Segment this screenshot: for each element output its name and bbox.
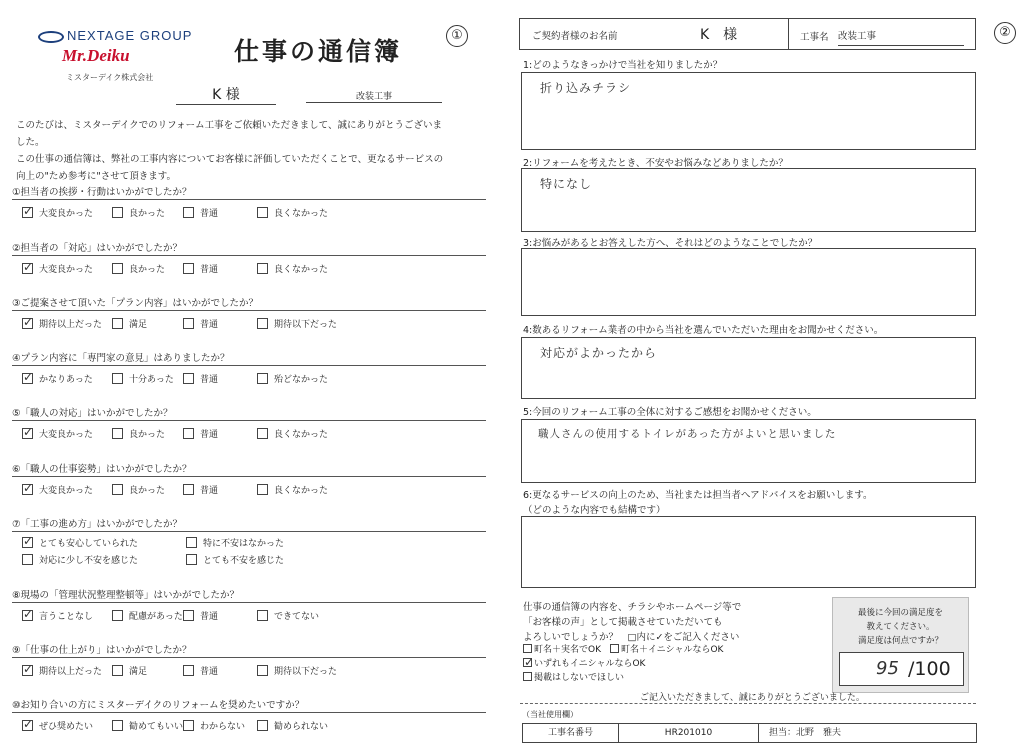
option-8-1[interactable] bbox=[22, 609, 93, 622]
option-label: 勧められない bbox=[274, 722, 329, 732]
option-label: 大変良かった bbox=[39, 430, 94, 440]
intro-line-3: 向上の"ため参考に"させて頂きます。 bbox=[16, 171, 176, 182]
option-7-3[interactable] bbox=[22, 553, 138, 566]
option-label: 期待以上だった bbox=[39, 667, 103, 677]
checkbox[interactable] bbox=[22, 207, 33, 218]
option-9-4[interactable] bbox=[257, 664, 337, 677]
intro-line-1: このたびは、ミスターデイクでのリフォーム工事をご依頼いただきまして、誠にありがとうございました。 bbox=[16, 120, 442, 148]
option-5-4[interactable] bbox=[257, 427, 328, 440]
checkbox[interactable] bbox=[183, 665, 194, 676]
option-label: 配慮があった bbox=[129, 612, 183, 622]
option-label: 良くなかった bbox=[274, 486, 329, 496]
page-title: 仕事の通信簿 bbox=[234, 37, 403, 66]
contract-header bbox=[519, 18, 976, 50]
question-9: ⑨「仕事の仕上がり」はいかがでしたか？ bbox=[12, 645, 192, 656]
free-question-3: 3:お悩みがあるとお答えした方へ、それはどのようなことでしたか？ bbox=[523, 238, 818, 249]
option-3-4[interactable] bbox=[257, 317, 337, 330]
option-5-1[interactable] bbox=[22, 427, 93, 440]
checkbox[interactable] bbox=[183, 428, 194, 439]
checkbox[interactable] bbox=[183, 263, 194, 274]
question-6: ⑥「職人の仕事姿勢」はいかがでしたか？ bbox=[12, 464, 192, 475]
answer-box-1[interactable] bbox=[521, 72, 976, 150]
satisfaction-box bbox=[832, 597, 969, 693]
checkbox[interactable] bbox=[257, 373, 268, 384]
option-label: 期待以下だった bbox=[274, 667, 338, 677]
checkbox[interactable] bbox=[22, 318, 33, 329]
publish-line-3: よろしいでしょうか？ □内に✓をご記入ください bbox=[523, 632, 740, 643]
option-label: 満足 bbox=[129, 320, 148, 330]
customer-name: K 様 bbox=[176, 84, 276, 105]
free-question-1: 1:どのようなきっかけで当社を知りましたか？ bbox=[523, 60, 723, 71]
checkbox[interactable] bbox=[22, 428, 33, 439]
question-underline bbox=[12, 712, 486, 713]
option-label: 普通 bbox=[200, 375, 219, 385]
option-5-3[interactable] bbox=[183, 427, 218, 440]
publish-option-2[interactable] bbox=[610, 642, 723, 655]
checkbox[interactable] bbox=[22, 373, 33, 384]
option-label: かなりあった bbox=[39, 375, 93, 385]
option-10-2[interactable] bbox=[112, 719, 183, 732]
project-name: 改装工事 bbox=[306, 89, 442, 103]
option-9-2[interactable] bbox=[112, 664, 147, 677]
option-label: 大変良かった bbox=[39, 486, 94, 496]
checkbox[interactable] bbox=[112, 428, 123, 439]
checkbox[interactable] bbox=[610, 644, 619, 653]
option-6-1[interactable] bbox=[22, 483, 93, 496]
free-question-4: 4:数あるリフォーム業者の中から当社を選んでいただいた理由をお聞かせください。 bbox=[523, 325, 884, 336]
publish-line-1: 仕事の通信簿の内容を、チラシやホームページ等で bbox=[523, 602, 742, 613]
score-field[interactable] bbox=[839, 652, 964, 686]
option-6-3[interactable] bbox=[183, 483, 218, 496]
checkbox[interactable] bbox=[257, 318, 268, 329]
option-label: 普通 bbox=[200, 430, 219, 440]
option-label: できてない bbox=[274, 612, 320, 622]
office-table bbox=[522, 723, 977, 743]
option-label: 十分あった bbox=[129, 375, 174, 385]
checkbox[interactable] bbox=[183, 484, 194, 495]
option-label: 対応に少し不安を感じた bbox=[39, 556, 139, 566]
option-4-4[interactable] bbox=[257, 372, 328, 385]
option-label: 良かった bbox=[129, 265, 166, 275]
answer-text: 対応がよかったから bbox=[540, 346, 658, 360]
checkbox[interactable] bbox=[22, 720, 33, 731]
option-label: 特に不安はなかった bbox=[203, 539, 285, 549]
option-label: 普通 bbox=[200, 320, 219, 330]
satisfaction-line-3: 満足度は何点ですか？ bbox=[857, 636, 943, 646]
question-underline bbox=[12, 657, 486, 658]
option-label: 勧めてもいい bbox=[129, 722, 184, 732]
question-7: ⑦「工事の進め方」はいかがでしたか？ bbox=[12, 519, 183, 530]
option-label: とても安心していられた bbox=[39, 539, 139, 549]
checkbox[interactable] bbox=[112, 720, 123, 731]
nextage-group-logo bbox=[38, 28, 192, 43]
checkbox[interactable] bbox=[257, 665, 268, 676]
publish-option-label: いずれもイニシャルならOK bbox=[534, 659, 646, 669]
score-max: /100 bbox=[908, 658, 951, 680]
checkbox[interactable] bbox=[22, 484, 33, 495]
checkbox[interactable] bbox=[257, 428, 268, 439]
option-7-1[interactable] bbox=[22, 536, 138, 549]
name-label: ご契約者様のお名前 bbox=[532, 31, 618, 42]
logo-group-text: NEXTAGE GROUP bbox=[67, 28, 193, 43]
option-label: 良かった bbox=[129, 486, 166, 496]
option-8-3[interactable] bbox=[183, 609, 218, 622]
checkbox[interactable] bbox=[183, 207, 194, 218]
option-1-3[interactable] bbox=[183, 206, 218, 219]
staff-name: 担当：北野 雅夫 bbox=[769, 728, 842, 738]
checkbox[interactable] bbox=[523, 644, 532, 653]
publish-option-label: 掲載はしないでほしい bbox=[534, 673, 625, 683]
satisfaction-line-2: 教えてください。 bbox=[866, 622, 935, 632]
option-4-2[interactable] bbox=[112, 372, 174, 385]
checkbox[interactable] bbox=[22, 537, 33, 548]
office-code-label: 工事名番号 bbox=[523, 724, 619, 742]
option-label: 期待以上だった bbox=[39, 320, 103, 330]
question-1: ①担当者の挨拶・行動はいかがでしたか？ bbox=[12, 187, 192, 198]
option-6-4[interactable] bbox=[257, 483, 328, 496]
option-2-3[interactable] bbox=[183, 262, 218, 275]
checkbox[interactable] bbox=[183, 610, 194, 621]
answer-box-4[interactable] bbox=[521, 337, 976, 399]
option-8-4[interactable] bbox=[257, 609, 319, 622]
option-10-1[interactable] bbox=[22, 719, 93, 732]
option-label: 満足 bbox=[129, 667, 148, 677]
checkbox[interactable] bbox=[112, 484, 123, 495]
option-7-2[interactable] bbox=[186, 536, 284, 549]
publish-option-3[interactable] bbox=[523, 656, 645, 669]
option-label: 良かった bbox=[129, 430, 166, 440]
answer-text: 折り込みチラシ bbox=[540, 81, 632, 95]
option-5-2[interactable] bbox=[112, 427, 165, 440]
publish-option-4[interactable] bbox=[523, 670, 624, 683]
option-10-3[interactable] bbox=[183, 719, 245, 732]
option-9-3[interactable] bbox=[183, 664, 218, 677]
question-underline bbox=[12, 255, 486, 256]
score-value: 95 bbox=[876, 658, 899, 679]
answer-text: 特になし bbox=[540, 177, 593, 191]
option-2-1[interactable] bbox=[22, 262, 93, 275]
publish-option-1[interactable] bbox=[523, 642, 601, 655]
header-divider bbox=[788, 19, 789, 49]
option-10-4[interactable] bbox=[257, 719, 328, 732]
option-label: 普通 bbox=[200, 209, 219, 219]
checkbox[interactable] bbox=[112, 207, 123, 218]
question-underline bbox=[12, 602, 486, 603]
checkbox[interactable] bbox=[183, 318, 194, 329]
thanks-text: ご記入いただきまして、誠にありがとうございました。 bbox=[640, 693, 865, 703]
checkbox[interactable] bbox=[112, 318, 123, 329]
question-underline bbox=[12, 531, 486, 532]
question-underline bbox=[12, 310, 486, 311]
option-1-4[interactable] bbox=[257, 206, 328, 219]
option-3-1[interactable] bbox=[22, 317, 102, 330]
checkbox[interactable] bbox=[183, 373, 194, 384]
option-label: わからない bbox=[200, 722, 246, 732]
question-underline bbox=[12, 365, 486, 366]
option-4-3[interactable] bbox=[183, 372, 218, 385]
checkbox[interactable] bbox=[183, 720, 194, 731]
option-2-2[interactable] bbox=[112, 262, 165, 275]
answer-box-3[interactable] bbox=[521, 248, 976, 316]
option-8-2[interactable] bbox=[112, 609, 183, 622]
option-1-1[interactable] bbox=[22, 206, 93, 219]
publish-option-label: 町名＋イニシャルならOK bbox=[621, 645, 724, 655]
checkbox[interactable] bbox=[112, 665, 123, 676]
question-underline bbox=[12, 199, 486, 200]
publish-option-label: 町名＋実名でOK bbox=[534, 645, 601, 655]
intro-text bbox=[16, 117, 446, 185]
checkbox[interactable] bbox=[22, 554, 33, 565]
free-question-6: 6:更なるサービスの向上のため、当社または担当者へアドバイスをお願いします。 bbox=[523, 490, 873, 501]
option-label: 普通 bbox=[200, 265, 219, 275]
answer-box-2[interactable] bbox=[521, 168, 976, 232]
option-3-3[interactable] bbox=[183, 317, 218, 330]
publish-text bbox=[523, 600, 741, 645]
option-label: とても不安を感じた bbox=[203, 556, 285, 566]
question-2: ②担当者の「対応」はいかがでしたか？ bbox=[12, 243, 183, 254]
option-label: 普通 bbox=[200, 667, 219, 677]
answer-text: 職人さんの使用するトイレがあった方がよいと思いました bbox=[538, 428, 837, 440]
checkbox[interactable] bbox=[186, 537, 197, 548]
free-question-5: 5:今回のリフォーム工事の全体に対するご感想をお聞かせください。 bbox=[523, 407, 817, 418]
checkbox[interactable] bbox=[22, 665, 33, 676]
option-label: 普通 bbox=[200, 486, 219, 496]
option-label: 大変良かった bbox=[39, 265, 94, 275]
option-6-2[interactable] bbox=[112, 483, 165, 496]
checkbox[interactable] bbox=[257, 263, 268, 274]
checkbox[interactable] bbox=[257, 484, 268, 495]
checkbox[interactable] bbox=[257, 207, 268, 218]
nextage-ring-icon bbox=[38, 31, 64, 43]
option-label: 良かった bbox=[129, 209, 166, 219]
option-label: ぜひ奨めたい bbox=[39, 722, 94, 732]
mr-deiku-logo: Mr.Deiku bbox=[62, 46, 130, 65]
office-label: （当社使用欄） bbox=[522, 710, 578, 719]
satisfaction-line-1: 最後に今回の満足度を bbox=[857, 608, 943, 618]
option-label: 言うことなし bbox=[39, 612, 94, 622]
question-10: ⑩お知り合いの方にミスターデイクのリフォームを奨めたいですか？ bbox=[12, 700, 305, 711]
free-question-2: 2:リフォームを考えたとき、不安やお悩みなどありましたか？ bbox=[523, 158, 788, 169]
option-label: 大変良かった bbox=[39, 209, 94, 219]
answer-box-6[interactable] bbox=[521, 516, 976, 588]
checkbox[interactable] bbox=[523, 658, 532, 667]
intro-line-2: この仕事の通信簿は、弊社の工事内容についてお客様に評価していただくことで、更なるサービスの bbox=[16, 154, 444, 165]
office-code-value: HR201010 bbox=[619, 724, 759, 742]
question-underline bbox=[12, 420, 486, 421]
option-9-1[interactable] bbox=[22, 664, 102, 677]
checkbox[interactable] bbox=[112, 263, 123, 274]
option-label: 期待以下だった bbox=[274, 320, 338, 330]
question-8: ⑧現場の「管理状況整理整頓等」はいかがでしたか？ bbox=[12, 590, 240, 601]
checkbox[interactable] bbox=[257, 610, 268, 621]
checkbox[interactable] bbox=[112, 373, 123, 384]
company-name: ミスターデイク株式会社 bbox=[66, 73, 154, 82]
dashed-divider bbox=[520, 703, 976, 704]
project-label: 工事名 bbox=[800, 32, 829, 43]
page-number-2: ② bbox=[994, 22, 1016, 44]
option-label: 殆どなかった bbox=[274, 375, 329, 385]
answer-box-5[interactable] bbox=[521, 419, 976, 483]
option-2-4[interactable] bbox=[257, 262, 328, 275]
option-4-1[interactable] bbox=[22, 372, 93, 385]
checkbox[interactable] bbox=[112, 610, 123, 621]
question-3: ③ご提案させて頂いた「プラン内容」はいかがでしたか？ bbox=[12, 298, 259, 309]
checkbox[interactable] bbox=[257, 720, 268, 731]
checkbox[interactable] bbox=[22, 610, 33, 621]
publish-line-2: 「お客様の声」として掲載させていただいても bbox=[523, 617, 723, 628]
checkbox[interactable] bbox=[523, 672, 532, 681]
question-4: ④プラン内容に「専門家の意見」はありましたか？ bbox=[12, 353, 230, 364]
satisfaction-prompt bbox=[833, 606, 968, 648]
checkbox[interactable] bbox=[186, 554, 197, 565]
checkbox[interactable] bbox=[22, 263, 33, 274]
question-5: ⑤「職人の対応」はいかがでしたか？ bbox=[12, 408, 173, 419]
option-label: 良くなかった bbox=[274, 209, 329, 219]
project-value: 改装工事 bbox=[838, 28, 964, 46]
option-label: 良くなかった bbox=[274, 430, 329, 440]
question-underline bbox=[12, 476, 486, 477]
option-label: 普通 bbox=[200, 612, 219, 622]
option-3-2[interactable] bbox=[112, 317, 147, 330]
option-7-4[interactable] bbox=[186, 553, 284, 566]
option-1-2[interactable] bbox=[112, 206, 165, 219]
page-number-1: ① bbox=[446, 25, 468, 47]
name-value: K 様 bbox=[700, 27, 738, 43]
free-question-note: （どのような内容でも結構です） bbox=[523, 505, 666, 516]
option-label: 良くなかった bbox=[274, 265, 329, 275]
